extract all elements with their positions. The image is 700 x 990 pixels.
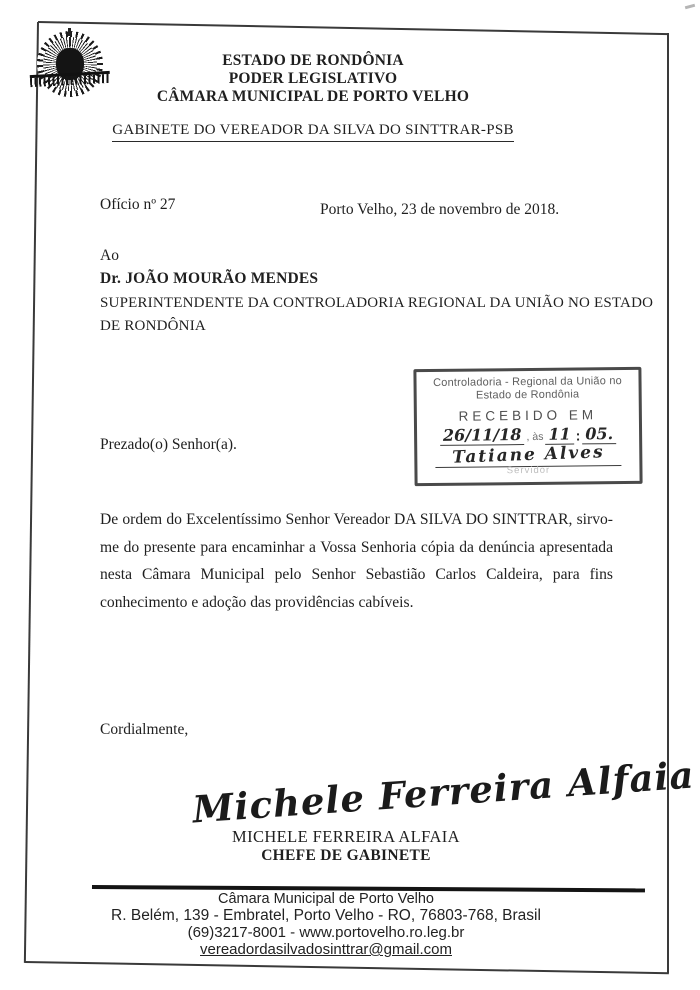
addressee-to: Ao [100, 247, 119, 264]
body-paragraph: De ordem do Excelentíssimo Senhor Vereador DA SILVA DO SINTTRAR, sirvo-me do presente para encaminhar a Vossa Senhoria cópia da denúncia apresentada nesta Câmara Municipal pelo Senhor Sebastião Carlos Caldeira, para fins conhecimento e adoção das providências cabíveis. [100, 511, 613, 611]
received-stamp [413, 367, 642, 486]
footer-block [66, 891, 586, 958]
greeting: Prezado(o) Senhor(a). [100, 436, 237, 453]
scan-artifact [685, 4, 695, 9]
office-heading-text: GABINETE DO VEREADOR DA SILVA DO SINTTRAR-PSB [112, 122, 514, 142]
addressee-title-line1: SUPERINTENDENTE DA CONTROLADORIA REGIONAL DA UNIÃO NO ESTADO [100, 295, 654, 311]
signature-handwritten: Michele Ferreira Alfaia [191, 752, 696, 832]
office-heading [63, 122, 563, 142]
place-date: Porto Velho, 23 de novembro de 2018. [320, 201, 560, 218]
stamp-hour-handwritten: 11 [545, 426, 573, 445]
stamp-minute-handwritten: 05. [582, 425, 616, 444]
footer-address: R. Belém, 139 - Embratel, Porto Velho - RO, 76803-768, Brasil [111, 907, 541, 924]
stamp-role-label: Servidor [506, 464, 551, 477]
stamp-org-line1: Controladoria - Regional da União no [433, 375, 622, 389]
org-line-state: ESTADO DE RONDÔNIA [222, 52, 404, 69]
addressee-name: Dr. JOÃO MOURÃO MENDES [100, 270, 319, 287]
stamp-as-label: , às [526, 430, 544, 444]
stamp-org-line2: Estado de Rondônia [475, 388, 580, 402]
signer-role: CHEFE DE GABINETE [261, 847, 431, 864]
stamp-date-row [417, 425, 639, 446]
stamp-signature-handwritten: Tatiane Alves [451, 442, 605, 468]
closing: Cordialmente, [100, 721, 189, 738]
stamp-time-separator: : [575, 427, 581, 444]
stamp-received-label: RECEBIDO EM [458, 407, 598, 424]
signer-name: MICHELE FERREIRA ALFAIA [232, 827, 460, 846]
org-line-branch: PODER LEGISLATIVO [228, 70, 398, 87]
stamp-date-handwritten: 26/11/18 [440, 426, 525, 446]
page-border-left [24, 22, 39, 963]
addressee-title-line2: DE RONDÔNIA [100, 318, 206, 334]
org-line-chamber: CÂMARA MUNICIPAL DE PORTO VELHO [156, 88, 470, 105]
page-border-right [667, 33, 669, 973]
seal-finial [68, 28, 71, 36]
footer-org: Câmara Municipal de Porto Velho [217, 891, 434, 907]
header-org-block [63, 52, 563, 106]
page-border-top [38, 21, 669, 35]
footer-email: vereadordasilvadosinttrar@gmail.com [200, 941, 452, 958]
page-border-bottom [25, 961, 669, 974]
oficio-number: Ofício nº 27 [100, 196, 176, 213]
footer-phone-site: (69)3217-8001 - www.portovelho.ro.leg.br [187, 924, 465, 941]
